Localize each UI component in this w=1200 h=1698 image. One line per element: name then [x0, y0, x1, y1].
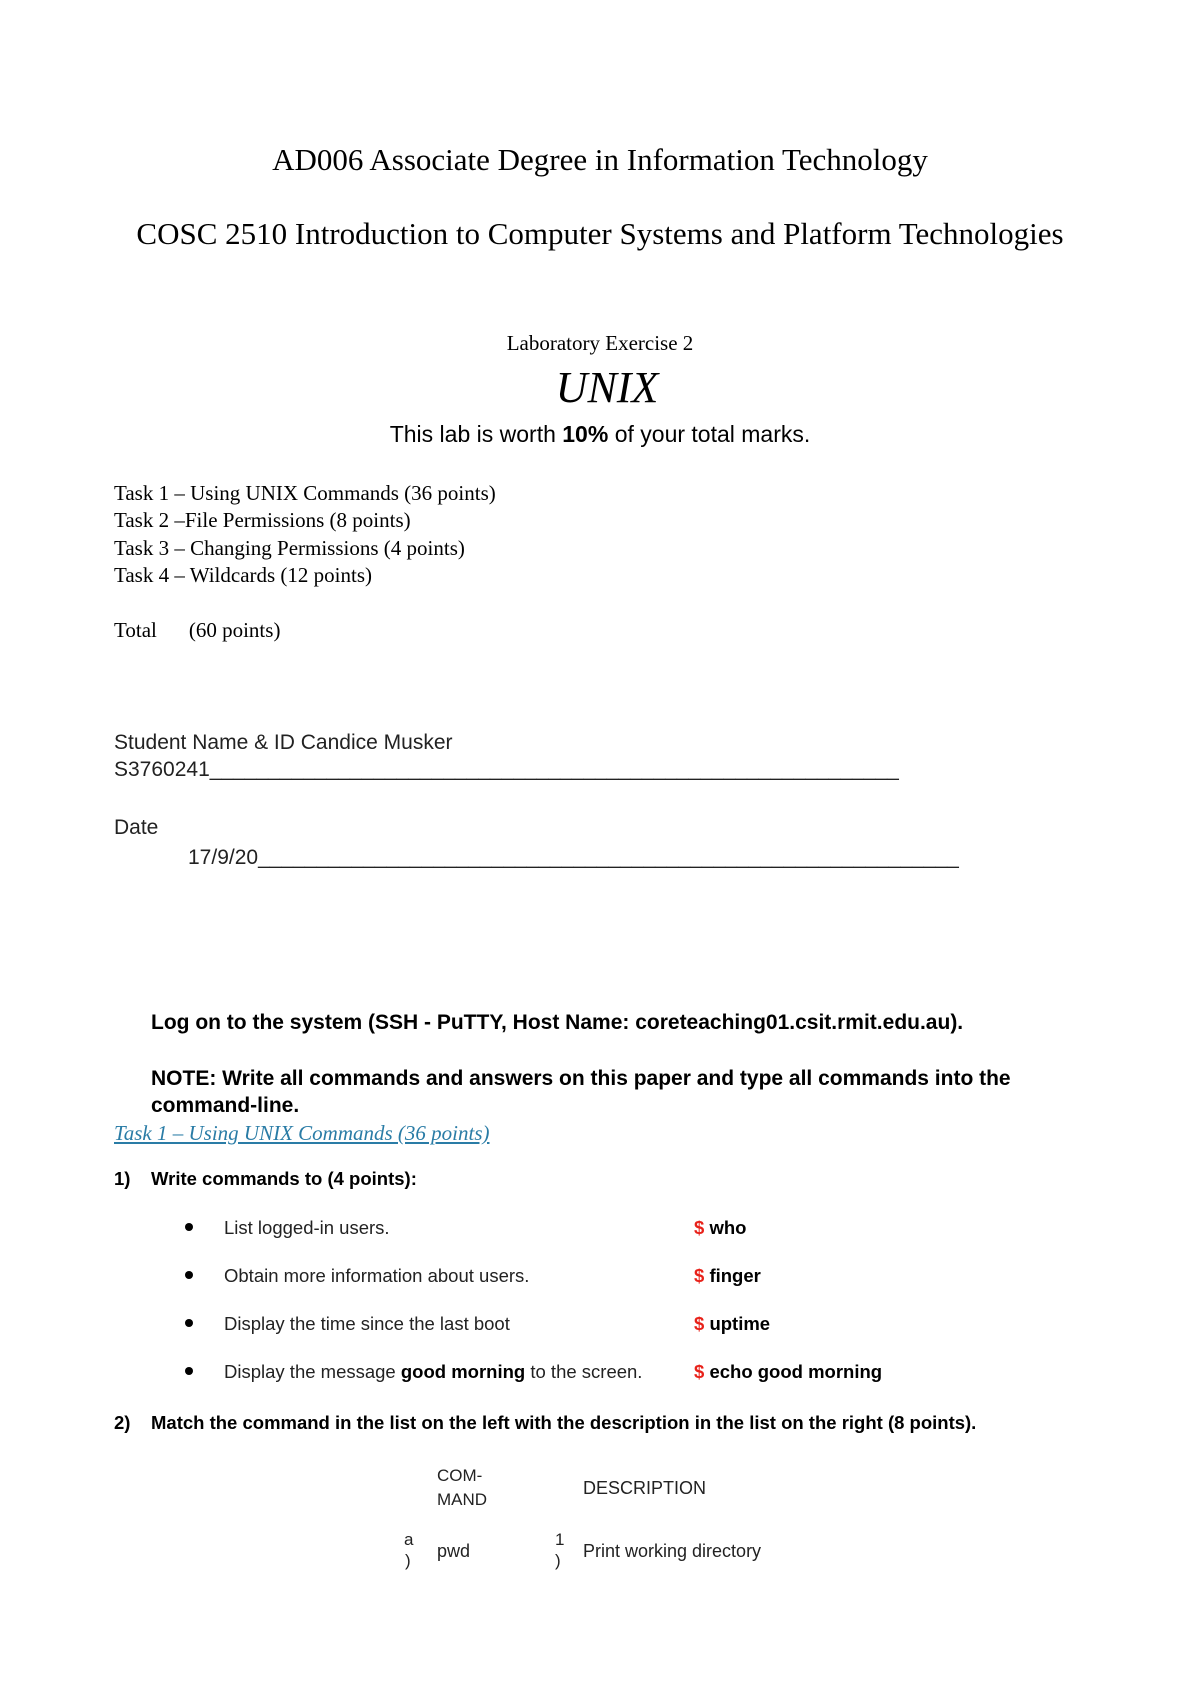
note-line-2: command-line. [151, 1094, 300, 1117]
q2-text: Match the command in the list on the left with the description in the list on the right (8 points). [151, 1412, 977, 1433]
command-answer [694, 1265, 761, 1287]
total-value: (60 points) [188, 618, 281, 642]
task-list-item: Task 2 –File Permissions (8 points) [114, 508, 411, 532]
column-header-description: DESCRIPTION [583, 1478, 707, 1498]
row-description: Print working directory [583, 1541, 762, 1561]
lab-title: Laboratory Exercise 2 [506, 331, 694, 355]
bullet-icon [185, 1319, 193, 1327]
command-description: List logged-in users. [224, 1217, 390, 1238]
date-label: Date [114, 816, 159, 839]
task-list-item: Task 1 – Using UNIX Commands (36 points) [114, 481, 496, 505]
row-letter: ) [405, 1551, 411, 1570]
command-description: Display the message good morning to the screen. [224, 1361, 643, 1382]
student-id-line: S3760241___________________________________________________________ [114, 758, 899, 781]
q1-number: 1) [114, 1168, 131, 1189]
command-text: finger [709, 1265, 761, 1286]
row-number: 1 [555, 1530, 565, 1549]
task-list-item: Task 4 – Wildcards (12 points) [114, 563, 373, 587]
student-label: Student Name & ID [114, 731, 295, 754]
bullet-icon [185, 1223, 193, 1231]
row-number: ) [555, 1551, 561, 1570]
worth-statement [0, 421, 1200, 448]
student-name-line [114, 731, 453, 755]
command-answer [694, 1313, 770, 1335]
task1-heading [114, 1121, 490, 1146]
task1-heading-link[interactable]: Task 1 – Using UNIX Commands (36 points) [114, 1121, 490, 1145]
command-description: Obtain more information about users. [224, 1265, 530, 1286]
logon-instruction: Log on to the system (SSH - PuTTY, Host Name: coreteaching01.csit.rmit.edu.au). [151, 1011, 964, 1034]
prompt-symbol: $ [694, 1265, 705, 1286]
q1-text: Write commands to (4 points): [151, 1168, 417, 1189]
total-label: Total [114, 618, 157, 642]
bullet-icon [185, 1367, 193, 1375]
row-command: pwd [437, 1541, 471, 1561]
prompt-symbol: $ [694, 1313, 705, 1334]
worth-value: 10% [562, 421, 609, 447]
row-letter: a [404, 1530, 414, 1549]
program-title: AD006 Associate Degree in Information Technology [272, 142, 928, 177]
command-description: Display the time since the last boot [224, 1313, 510, 1334]
date-line: 17/9/20____________________________________________________________ [188, 846, 959, 869]
command-text: echo good morning [709, 1361, 883, 1382]
task-list-item: Task 3 – Changing Permissions (4 points) [114, 536, 465, 560]
command-text: uptime [709, 1313, 771, 1334]
course-title: COSC 2510 Introduction to Computer Systems and Platform Technologies [136, 216, 1064, 251]
topic-title: UNIX [555, 363, 659, 412]
total-points [114, 618, 280, 643]
prompt-symbol: $ [694, 1217, 705, 1238]
column-header-command: COM- [437, 1466, 483, 1485]
command-answer [694, 1217, 746, 1239]
note-line-1: NOTE: Write all commands and answers on this paper and type all commands into the [151, 1067, 1011, 1090]
worth-suffix: of your total marks. [608, 421, 811, 447]
student-name: Candice Musker [300, 731, 453, 754]
command-answer [694, 1361, 882, 1383]
q2-number: 2) [114, 1412, 131, 1433]
column-header-command: MAND [437, 1490, 488, 1509]
bullet-icon [185, 1271, 193, 1279]
prompt-symbol: $ [694, 1361, 705, 1382]
command-text: who [709, 1217, 747, 1238]
worth-prefix: This lab is worth [389, 421, 563, 447]
